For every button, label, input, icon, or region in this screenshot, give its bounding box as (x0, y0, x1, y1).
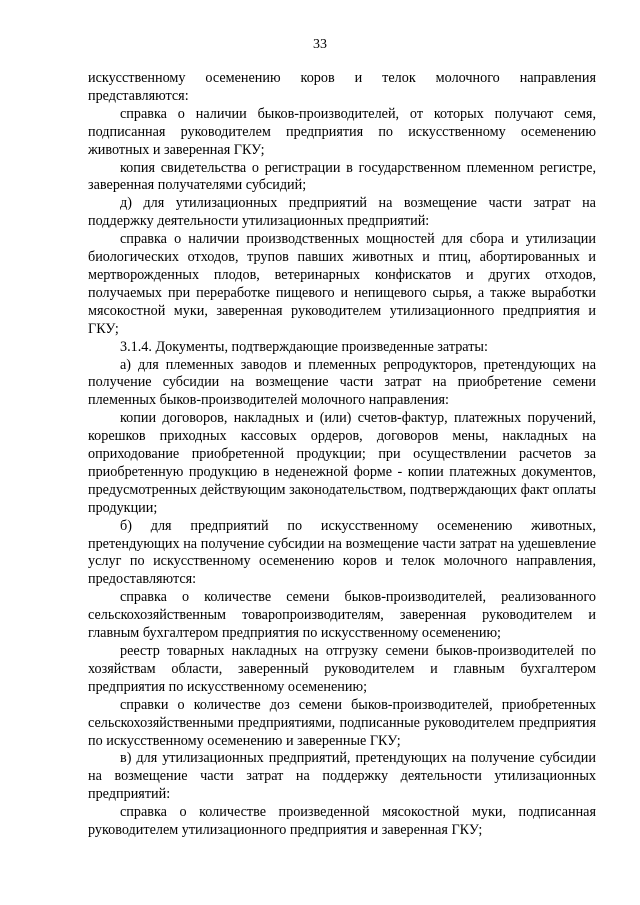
paragraph: справка о наличии производственных мощностей для сбора и утилизации биологических отходов, трупов павших животных и птиц, абортированных и мертворожденных плодов, ветеринарных конфискатов и других отходов, получаемых при переработке пищевого и непищевого сырья, а также выработки мясокостной муки, заверенная руководителем утилизационного предприятия и ГКУ; (88, 231, 596, 337)
paragraph: искусственному осеменению коров и телок молочного направления представляются: (88, 70, 596, 104)
document-body (88, 70, 596, 840)
page-number: 33 (313, 37, 327, 52)
paragraph: копии договоров, накладных и (или) счетов-фактур, платежных поручений, корешков приходных кассовых ордеров, договоров мены, накладных на оприходование приобретенной продукции; при осуществлении расчетов за приобретенную продукцию в неденежной форме - копии платежных документов, предусмотренных действующим законодательством, подтверждающих факт оплаты продукции; (88, 410, 596, 516)
paragraph: в) для утилизационных предприятий, претендующих на получение субсидии на возмещение части затрат на поддержку деятельности утилизационных предприятий: (88, 750, 596, 803)
paragraph: копия свидетельства о регистрации в государственном племенном регистре, заверенная получателями субсидий; (88, 159, 596, 194)
paragraph: справка о количестве семени быков-производителей, реализованного сельскохозяйственным товаропроизводителям, заверенная руководителем и главным бухгалтером предприятия по искусственному осеменению; (88, 589, 596, 642)
paragraph: справка о наличии быков-производителей, от которых получают семя, подписанная руководителем предприятия по искусственному осеменению животных и заверенная ГКУ; (88, 105, 596, 158)
paragraph: справки о количестве доз семени быков-производителей, приобретенных сельскохозяйственными предприятиями, подписанные руководителем предприятия по искусственному осеменению и заверенные ГКУ; (88, 696, 596, 749)
paragraph: справка о количестве произведенной мясокостной муки, подписанная руководителем утилизационного предприятия и заверенная ГКУ; (88, 804, 596, 839)
section-heading: 3.1.4. Документы, подтверждающие произведенные затраты: (120, 338, 488, 355)
paragraph: а) для племенных заводов и племенных репродукторов, претендующих на получение субсидии на возмещение части затрат на приобретение семени племенных быков-производителей молочного направления: (88, 356, 596, 409)
paragraph: реестр товарных накладных на отгрузку семени быков-производителей по хозяйствам области, заверенный руководителем и главным бухгалтером предприятия по искусственному осеменению; (88, 643, 596, 695)
paragraph: б) для предприятий по искусственному осеменению животных, претендующих на получение субсидии на возмещение части затрат на удешевление услуг по искусственному осеменению коров и телок молочного направления, предоставляются: (88, 517, 596, 588)
paragraph: д) для утилизационных предприятий на возмещение части затрат на поддержку деятельности утилизационных предприятий: (88, 195, 596, 230)
